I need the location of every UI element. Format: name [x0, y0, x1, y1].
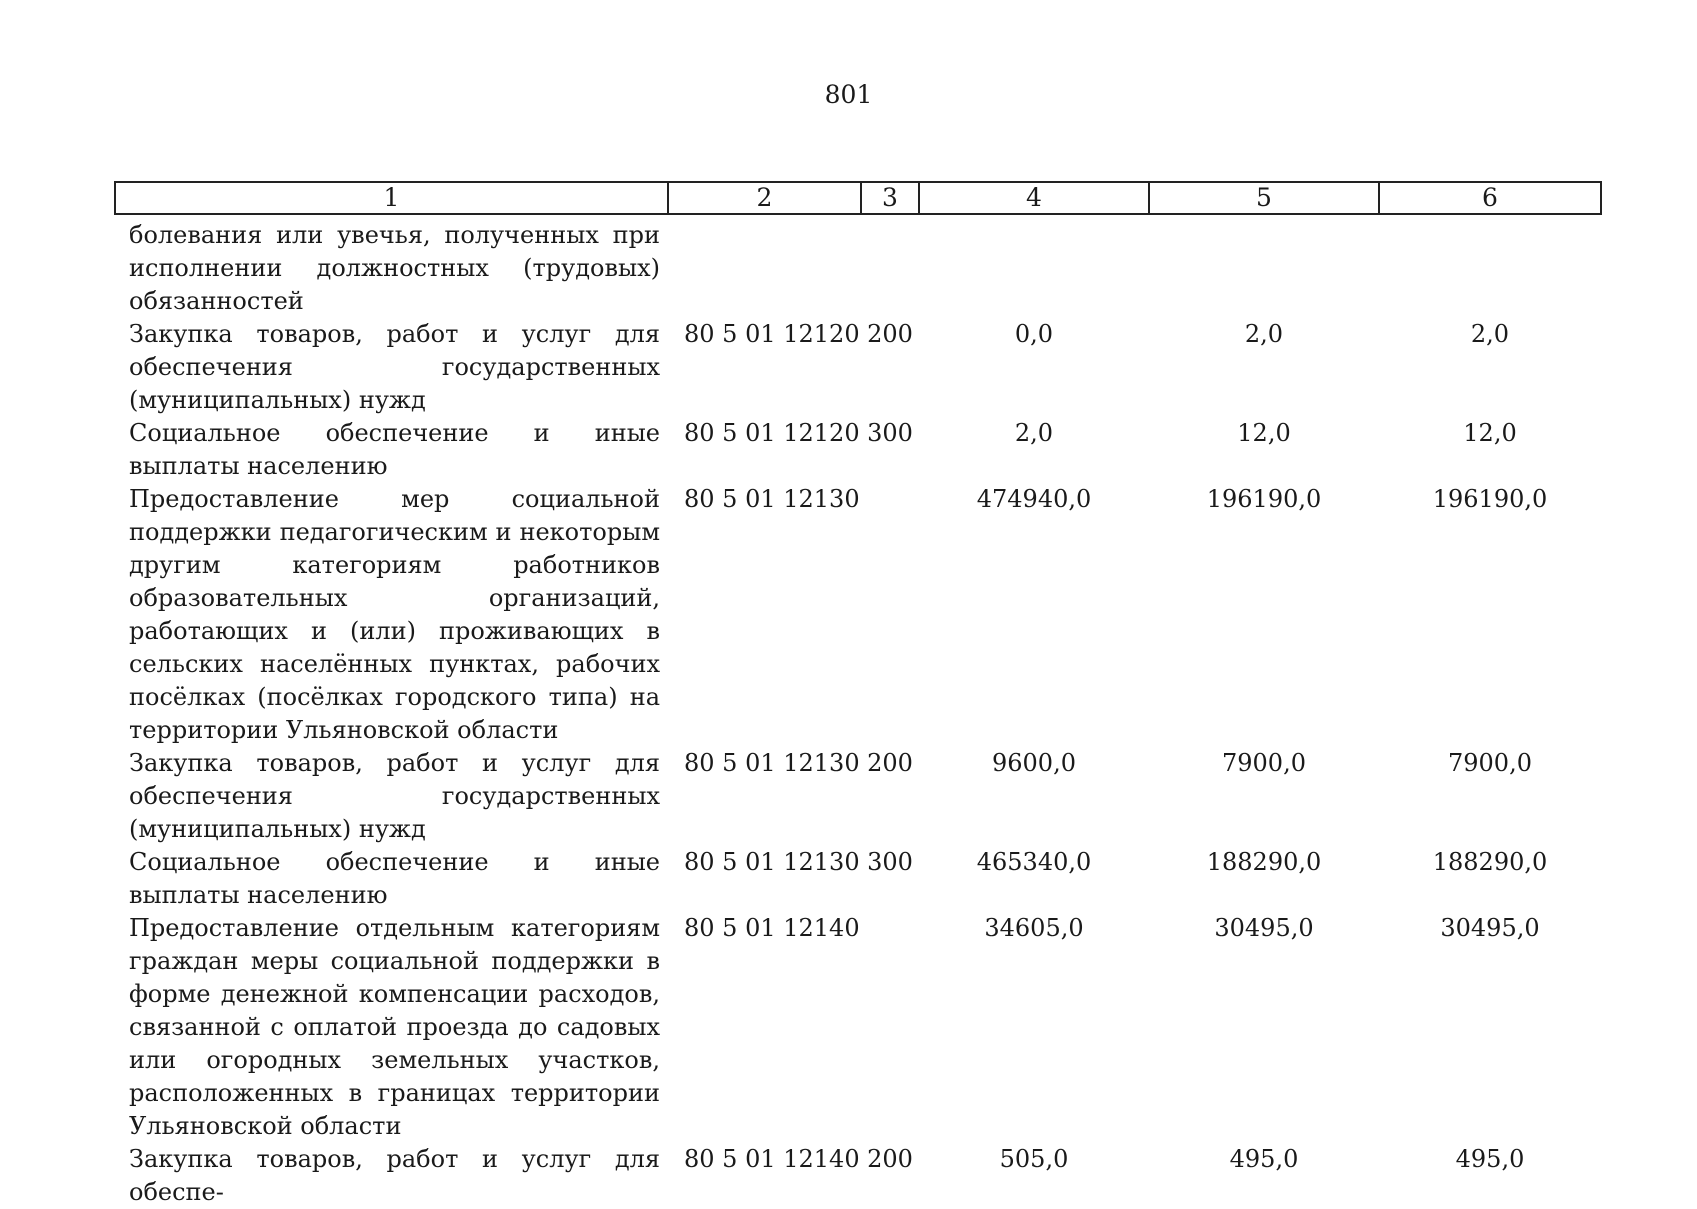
row-col5-value: 495,0 — [1229, 1145, 1299, 1173]
row-col4-value: 34605,0 — [984, 914, 1084, 942]
row-target-code: 80 5 01 12130 — [684, 848, 860, 876]
row-name: Закупка товаров, работ и услуг для обеспе- — [129, 1145, 660, 1206]
row-col4-value: 0,0 — [1014, 320, 1054, 348]
row-col4-value: 474940,0 — [976, 485, 1092, 513]
page-number: 801 — [824, 80, 873, 109]
row-col5-value: 196190,0 — [1206, 485, 1322, 513]
row-name: болевания или увечья, полученных при исполнении должностных (трудовых) обязанностей — [129, 221, 660, 315]
header-col-3: 3 — [861, 182, 919, 214]
row-col4-value — [919, 214, 1149, 318]
row-expense-type — [861, 912, 919, 1143]
row-expense-type — [861, 483, 919, 747]
header-col-2: 2 — [668, 182, 861, 214]
row-expense-type: 300 — [867, 848, 913, 876]
header-row — [115, 182, 1601, 214]
row-target-code: 80 5 01 12130 — [684, 485, 860, 513]
row-col6-value: 30495,0 — [1440, 914, 1540, 942]
row-col4-value: 505,0 — [999, 1145, 1069, 1173]
header-col-5: 5 — [1149, 182, 1379, 214]
row-col5-value: 12,0 — [1237, 419, 1291, 447]
budget-table — [114, 181, 1602, 1209]
row-target-code: 80 5 01 12140 — [684, 914, 860, 942]
header-col-4: 4 — [919, 182, 1149, 214]
row-target-code: 80 5 01 12120 — [684, 320, 860, 348]
row-col4-value: 465340,0 — [976, 848, 1092, 876]
row-col6-value: 7900,0 — [1448, 749, 1532, 777]
header-col-6: 6 — [1379, 182, 1601, 214]
header-col-1: 1 — [115, 182, 668, 214]
table-row — [115, 846, 1601, 912]
row-col4-value: 9600,0 — [992, 749, 1076, 777]
row-name: Предоставление отдельным категориям граждан меры социальной поддержки в форме денежной компенсации расходов, связанной с оплатой проезда до садовых или огородных земельных участков, расположенных в границах территории Ульяновской области — [129, 914, 660, 1140]
row-target-code: 80 5 01 12120 — [684, 419, 860, 447]
row-col5-value: 30495,0 — [1214, 914, 1314, 942]
row-name: Закупка товаров, работ и услуг для обеспечения государственных (муниципальных) нужд — [129, 320, 660, 414]
row-expense-type: 200 — [867, 1145, 913, 1173]
row-col5-value — [1149, 214, 1379, 318]
row-col6-value: 12,0 — [1463, 419, 1517, 447]
row-name: Закупка товаров, работ и услуг для обеспечения государственных (муниципальных) нужд — [129, 749, 660, 843]
row-expense-type: 200 — [867, 320, 913, 348]
table-row — [115, 483, 1601, 747]
table-row — [115, 417, 1601, 483]
row-col6-value — [1379, 214, 1601, 318]
row-col6-value: 196190,0 — [1432, 485, 1548, 513]
row-target-code — [668, 214, 861, 318]
row-name: Предоставление мер социальной поддержки педагогическим и некоторым другим категориям работников образовательных организаций, работающих и (или) проживающих в сельских населённых пунктах, рабочих посёлках (посёлках городского типа) на территории Ульяновской области — [129, 485, 660, 744]
table-row — [115, 747, 1601, 846]
row-name: Социальное обеспечение и иные выплаты населению — [129, 848, 660, 909]
row-target-code: 80 5 01 12140 — [684, 1145, 860, 1173]
row-expense-type: 300 — [867, 419, 913, 447]
table-row — [115, 912, 1601, 1143]
row-col6-value: 188290,0 — [1432, 848, 1548, 876]
row-target-code: 80 5 01 12130 — [684, 749, 860, 777]
row-col5-value: 7900,0 — [1222, 749, 1306, 777]
row-name: Социальное обеспечение и иные выплаты населению — [129, 419, 660, 480]
row-expense-type: 200 — [867, 749, 913, 777]
table-row — [115, 214, 1601, 318]
table-row — [115, 318, 1601, 417]
row-col5-value: 2,0 — [1244, 320, 1284, 348]
table-header — [115, 182, 1601, 214]
row-expense-type — [861, 214, 919, 318]
row-col6-value: 2,0 — [1470, 320, 1510, 348]
row-col5-value: 188290,0 — [1206, 848, 1322, 876]
table-body — [115, 214, 1601, 1209]
row-col6-value: 495,0 — [1455, 1145, 1525, 1173]
row-col4-value: 2,0 — [1014, 419, 1054, 447]
table-row — [115, 1143, 1601, 1209]
